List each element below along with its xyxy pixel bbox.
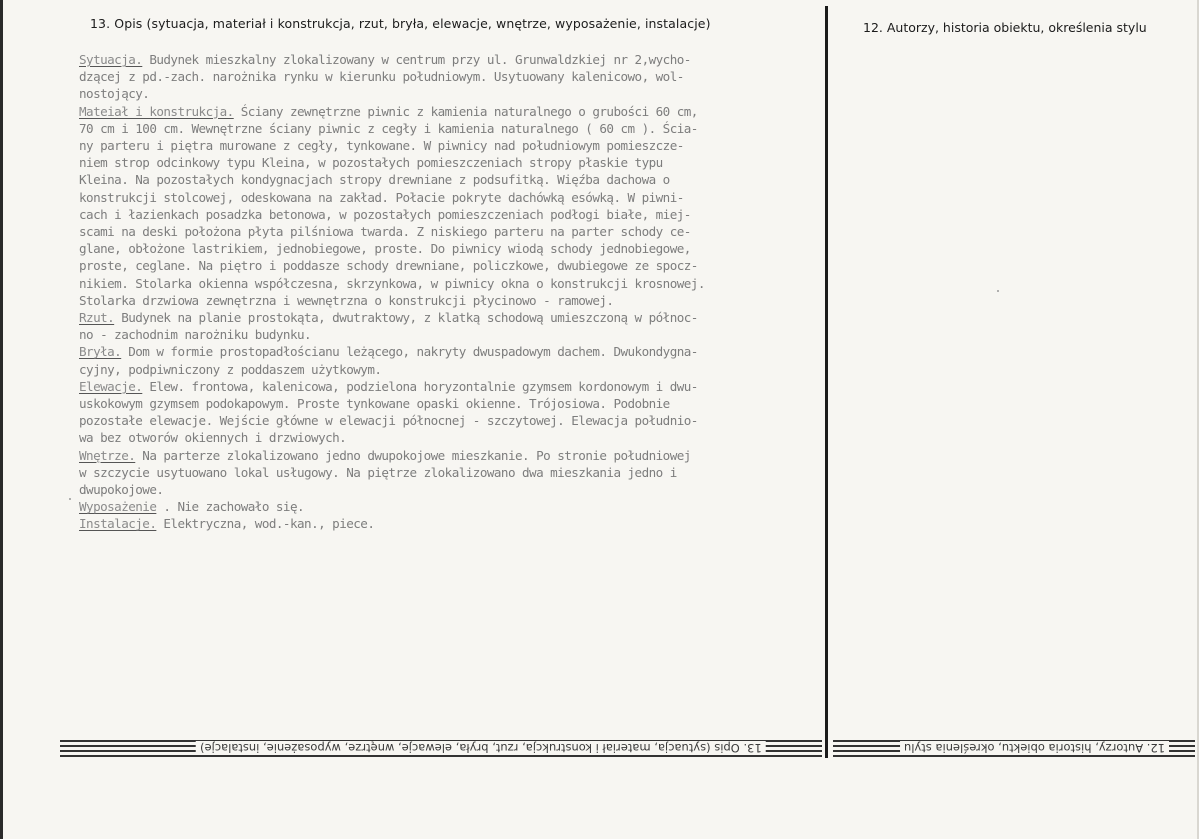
text-line: [79, 361, 827, 378]
line-text: cach i łazienkach posadzka betonowa, w pozostałych pomieszczeniach podłogi białe, miej-: [79, 206, 691, 222]
footer-mirrored-header-right: 12. Autorzy, historia obiektu, określenia stylu: [900, 741, 1169, 755]
line-text: dzącej z pd.-zach. narożnika rynku w kierunku południowym. Usytuowany kalenicowo, wol-: [79, 69, 684, 85]
text-line: [79, 481, 827, 498]
line-text: uskokowym gzymsem podokapowym. Proste tynkowane opaski okienne. Trójosiowa. Podobnie: [79, 396, 670, 412]
footer-mirrored-header-left: 13. Opis (sytuacja, materiał i konstrukcja, rzut, bryła, elewacje, wnętrze, wyposażenie, instalacje): [196, 741, 766, 755]
line-text: Stolarka drzwiowa zewnętrzna i wewnętrzna o konstrukcji płycinowo - ramowej.: [79, 292, 614, 308]
section-paragraph: [79, 309, 827, 343]
line-text: w szczycie usytuowano lokal usługowy. Na piętrze zlokalizowano dwa mieszkania jedno i: [79, 464, 677, 480]
line-text: wa bez otworów okiennych i drzwiowych.: [79, 430, 347, 446]
line-text: Budynek na planie prostokąta, dwutraktowy, z klatką schodową umieszczoną w północ-: [114, 310, 698, 326]
paper-speck: [997, 290, 999, 292]
line-text: proste, ceglane. Na piętro i poddasze schody drewniane, policzkowe, dwubiegowe ze spocz-: [79, 258, 698, 274]
section-paragraph: [79, 103, 827, 309]
line-text: nostojący.: [79, 86, 150, 102]
line-text: pozostałe elewacje. Wejście główne w elewacji północnej - szczytowej. Elewacja południo-: [79, 413, 698, 429]
text-line: [79, 51, 827, 68]
page-left-edge: [0, 0, 3, 839]
section-label: Elewacje.: [79, 378, 143, 394]
text-line: [79, 85, 827, 102]
section-label: Sytuacja.: [79, 52, 143, 67]
text-line: [79, 223, 827, 240]
text-line: [79, 189, 827, 206]
line-text: Ściany zewnętrzne piwnic z kamienia naturalnego o grubości 60 cm,: [233, 103, 698, 119]
text-line: [79, 68, 827, 85]
section-13-header: 13. Opis (sytuacja, materiał i konstrukcja, rzut, bryła, elewacje, wnętrze, wyposażenie, instalacje): [90, 16, 711, 31]
section-12-header: 12. Autorzy, historia obiektu, określenia stylu: [863, 20, 1147, 35]
text-line: [79, 464, 827, 481]
section-label: Mateiał i konstrukcja.: [79, 103, 234, 119]
line-text: Na parterze zlokalizowano jedno dwupokojowe mieszkanie. Po stronie południowej: [135, 447, 691, 463]
text-line: [79, 137, 827, 154]
line-text: . Nie zachowało się.: [156, 499, 305, 515]
description-body: [79, 51, 827, 533]
line-text: no - zachodnim narożniku budynku.: [79, 327, 312, 343]
section-label: Instalacje.: [79, 516, 157, 532]
line-text: Dom w formie prostopadłościanu leżącego, nakryty dwuspadowym dachem. Dwukondygna-: [121, 344, 698, 360]
line-text: dwupokojowe.: [79, 482, 164, 498]
section-label: Bryła.: [79, 344, 122, 360]
section-paragraph: [79, 51, 827, 103]
text-line: [79, 498, 827, 515]
line-text: nikiem. Stolarka okienna współczesna, skrzynkowa, w piwnicy okna o konstrukcji krosnowej.: [79, 275, 705, 291]
section-paragraph: [79, 343, 827, 377]
text-line: [79, 103, 827, 120]
line-text: Budynek mieszkalny zlokalizowany w centrum przy ul. Grunwaldzkiej nr 2,wycho-: [142, 52, 691, 67]
text-line: [79, 171, 827, 188]
line-text: Kleina. Na pozostałych kondygnacjach stropy drewniane z podsufitką. Więźba dachowa o: [79, 172, 670, 188]
text-line: [79, 429, 827, 446]
line-text: glane, obłożone lastrikiem, jednobiegowe, proste. Do piwnicy wiodą schody jednobiegowe,: [79, 241, 691, 257]
text-line: [79, 343, 827, 360]
section-label: Rzut.: [79, 310, 115, 326]
line-text: Elektryczna, wod.-kan., piece.: [156, 516, 375, 532]
section-paragraph: [79, 378, 827, 447]
text-line: [79, 309, 827, 326]
section-label: Wyposażenie: [79, 499, 157, 515]
text-line: [79, 206, 827, 223]
section-paragraph: [79, 447, 827, 499]
line-text: ny parteru i piętra murowane z cegły, tynkowane. W piwnicy nad południowym pomieszcze-: [79, 138, 684, 154]
text-line: [79, 240, 827, 257]
section-label: Wnętrze.: [79, 447, 136, 463]
text-line: [79, 447, 827, 464]
text-line: [79, 378, 827, 395]
text-line: [79, 412, 827, 429]
paper-speck: [69, 498, 71, 500]
text-line: [79, 120, 827, 137]
text-line: [79, 515, 827, 532]
text-line: [79, 257, 827, 274]
text-line: [79, 326, 827, 343]
section-paragraph: [79, 515, 827, 532]
line-text: niem strop odcinkowy typu Kleina, w pozostałych pomieszczeniach stropy płaskie typu: [79, 155, 663, 171]
line-text: Elew. frontowa, kalenicowa, podzielona horyzontalnie gzymsem kordonowym i dwu-: [142, 378, 698, 394]
line-text: 70 cm i 100 cm. Wewnętrzne ściany piwnic z cegły i kamienia naturalnego ( 60 cm ). Ścia-: [79, 120, 698, 136]
line-text: konstrukcji stolcowej, odeskowana na zakład. Połacie pokryte dachówką esówką. W piwni-: [79, 189, 684, 205]
line-text: cyjny, podpiwniczony z poddaszem użytkowym.: [79, 361, 382, 377]
section-paragraph: [79, 498, 827, 515]
text-line: [79, 395, 827, 412]
text-line: [79, 154, 827, 171]
text-line: [79, 275, 827, 292]
text-line: [79, 292, 827, 309]
line-text: scami na deski położona płyta pilśniowa twarda. Z niskiego parteru na parter schody ce-: [79, 224, 691, 240]
